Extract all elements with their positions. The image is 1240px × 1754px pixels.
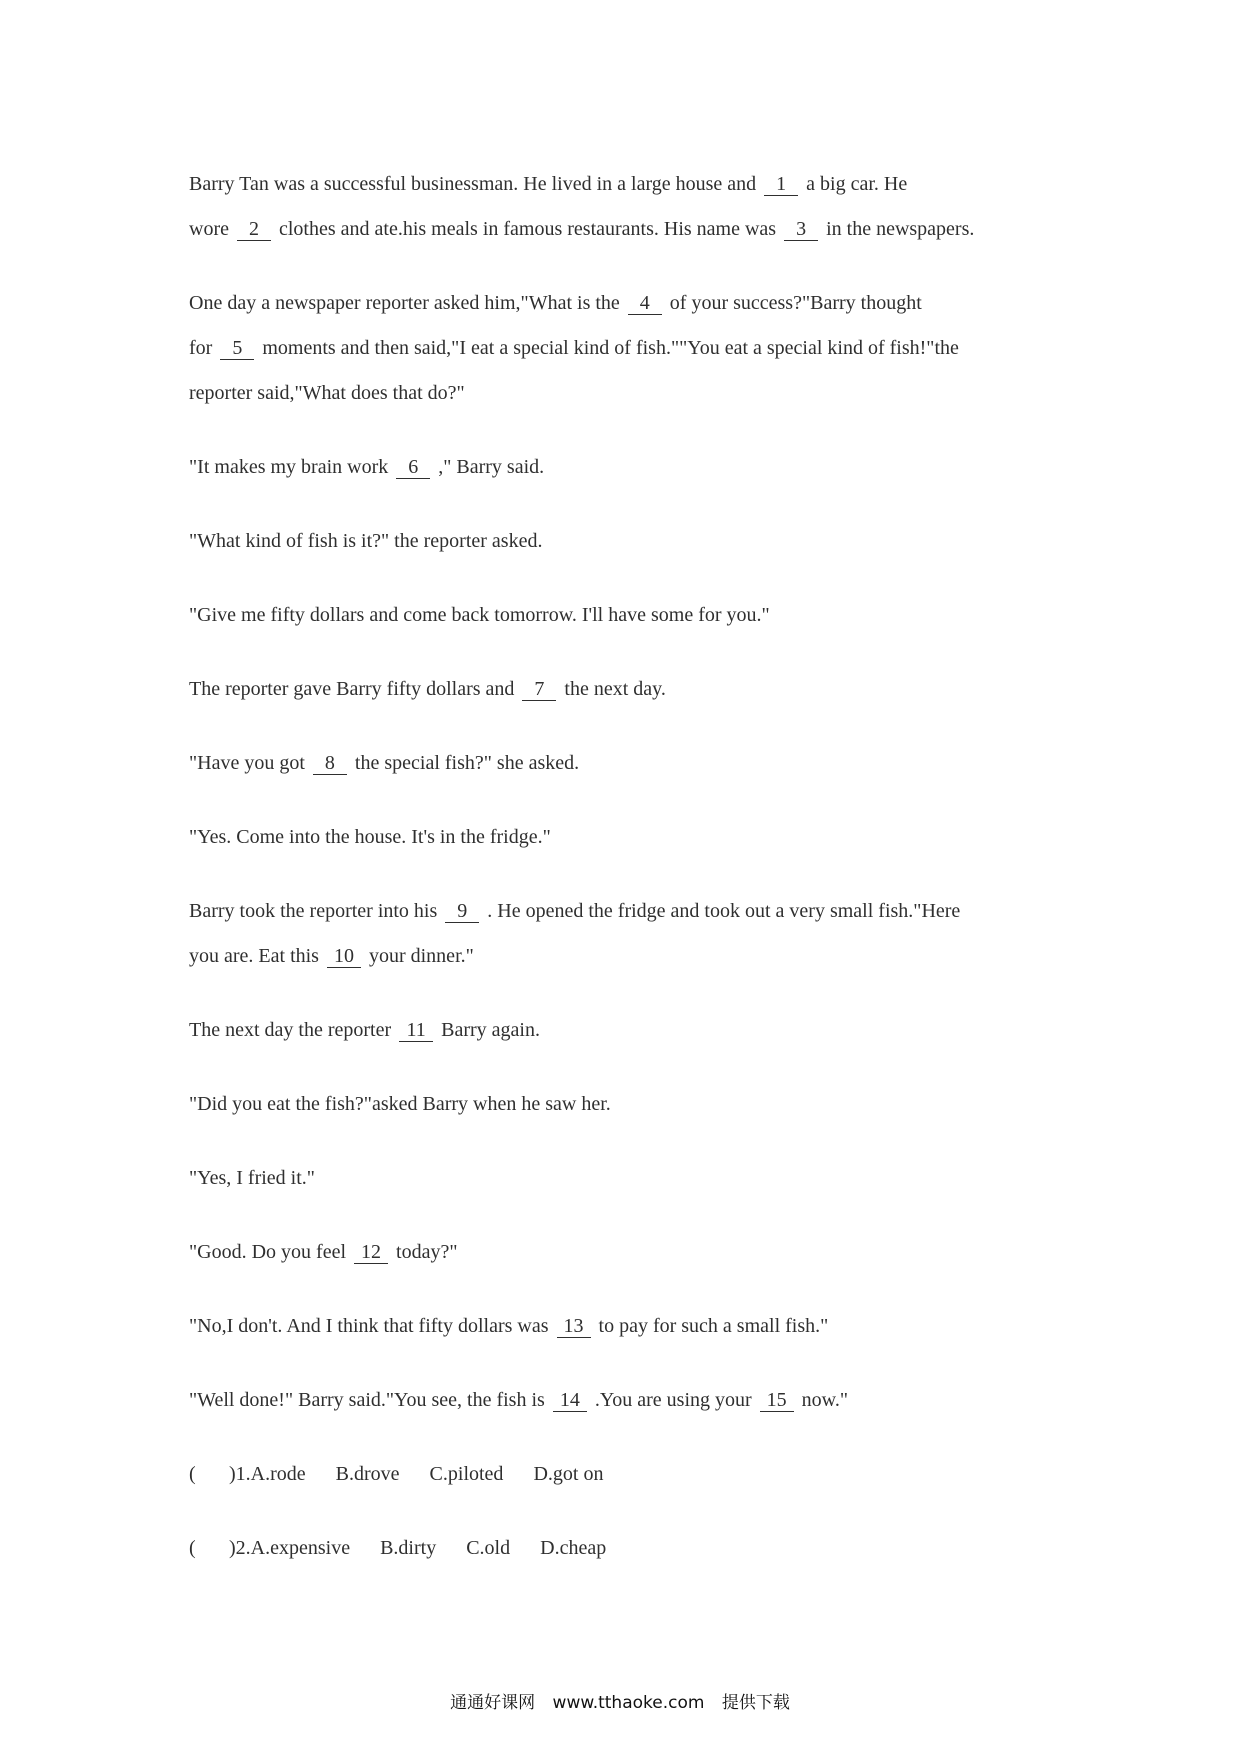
text: for (189, 337, 213, 359)
question-2 (189, 1526, 1089, 1571)
question-number: )1. (229, 1463, 251, 1485)
blank-10: 10 (327, 945, 361, 968)
blank-12: 12 (354, 1241, 388, 1264)
blank-9: 9 (445, 900, 479, 923)
paragraph-1 (189, 162, 1089, 252)
footer-site-name: 通通好课网 (450, 1693, 536, 1713)
text: "Have you got (189, 752, 305, 774)
paragraph-13 (189, 1230, 1089, 1275)
blank-1: 1 (764, 173, 798, 196)
paragraph-6 (189, 667, 1089, 712)
text: "Well done!" Barry said."You see, the fish is (189, 1389, 545, 1411)
text: .You are using your (594, 1389, 752, 1411)
paragraph-8: "Yes. Come into the house. It's in the fridge." (189, 826, 551, 848)
text: The reporter gave Barry fifty dollars and (189, 678, 515, 700)
text: a big car. He (806, 173, 908, 195)
option-c: C.old (466, 1537, 511, 1559)
option-a: A.rode (250, 1463, 306, 1485)
paragraph-line (189, 934, 1089, 979)
blank-2: 2 (237, 218, 271, 241)
paragraph-3 (189, 445, 1089, 490)
footer-url: www.tthaoke.com (552, 1693, 705, 1713)
paragraph-line: reporter said,"What does that do?" (189, 382, 465, 404)
paragraph-line (189, 326, 1089, 371)
text: clothes and ate.his meals in famous restaurants. His name was (278, 218, 777, 240)
text: Barry again. (441, 1019, 540, 1041)
paragraph-12: "Yes, I fried it." (189, 1167, 315, 1189)
paragraph-10 (189, 1008, 1089, 1053)
paragraph-11: "Did you eat the fish?"asked Barry when he saw her. (189, 1093, 611, 1115)
text: Barry Tan was a successful businessman. He lived in a large house and (189, 173, 757, 195)
paragraph-line (189, 889, 1089, 934)
blank-15: 15 (760, 1389, 794, 1412)
page-footer (0, 1688, 1240, 1713)
text: your dinner." (368, 945, 474, 967)
text: "No,I don't. And I think that fifty dollars was (189, 1315, 549, 1337)
text: you are. Eat this (189, 945, 319, 967)
text: "It makes my brain work (189, 456, 389, 478)
answer-paren: ( (189, 1463, 196, 1485)
option-d: D.got on (533, 1463, 604, 1485)
text: to pay for such a small fish." (598, 1315, 829, 1337)
option-a: A.expensive (250, 1537, 351, 1559)
passage (189, 162, 1089, 1600)
text: Barry took the reporter into his (189, 900, 438, 922)
paragraph-5: "Give me fifty dollars and come back tomorrow. I'll have some for you." (189, 604, 770, 626)
paragraph-2 (189, 281, 1089, 416)
text: in the newspapers. (826, 218, 975, 240)
text: now." (801, 1389, 848, 1411)
option-b: B.dirty (380, 1537, 437, 1559)
blank-13: 13 (557, 1315, 591, 1338)
footer-note: 提供下载 (721, 1693, 790, 1713)
blank-11: 11 (399, 1019, 433, 1042)
paragraph-9 (189, 889, 1089, 979)
option-c: C.piloted (429, 1463, 504, 1485)
blank-3: 3 (784, 218, 818, 241)
blank-4: 4 (628, 292, 662, 315)
blank-14: 14 (553, 1389, 587, 1412)
text: "Good. Do you feel (189, 1241, 347, 1263)
blank-6: 6 (396, 456, 430, 479)
text: today?" (396, 1241, 458, 1263)
text: the special fish?" she asked. (354, 752, 580, 774)
text: the next day. (564, 678, 666, 700)
paragraph-line (189, 207, 1089, 252)
paragraph-4: "What kind of fish is it?" the reporter asked. (189, 530, 543, 552)
text: One day a newspaper reporter asked him,"What is the (189, 292, 620, 314)
paragraph-7 (189, 741, 1089, 786)
text: of your success?"Barry thought (669, 292, 922, 314)
paragraph-line (189, 162, 1089, 207)
answer-paren: ( (189, 1537, 196, 1559)
text: moments and then said,"I eat a special kind of fish.""You eat a special kind of fish!"the (262, 337, 959, 359)
text: The next day the reporter (189, 1019, 392, 1041)
blank-8: 8 (313, 752, 347, 775)
question-number: )2. (229, 1537, 251, 1559)
blank-7: 7 (522, 678, 556, 701)
question-1 (189, 1452, 1089, 1497)
paragraph-14 (189, 1304, 1089, 1349)
text: ," Barry said. (438, 456, 545, 478)
blank-5: 5 (220, 337, 254, 360)
option-d: D.cheap (540, 1537, 607, 1559)
paragraph-line (189, 281, 1089, 326)
text: wore (189, 218, 229, 240)
option-b: B.drove (335, 1463, 400, 1485)
paragraph-15 (189, 1378, 1089, 1423)
text: . He opened the fridge and took out a very small fish."Here (487, 900, 961, 922)
